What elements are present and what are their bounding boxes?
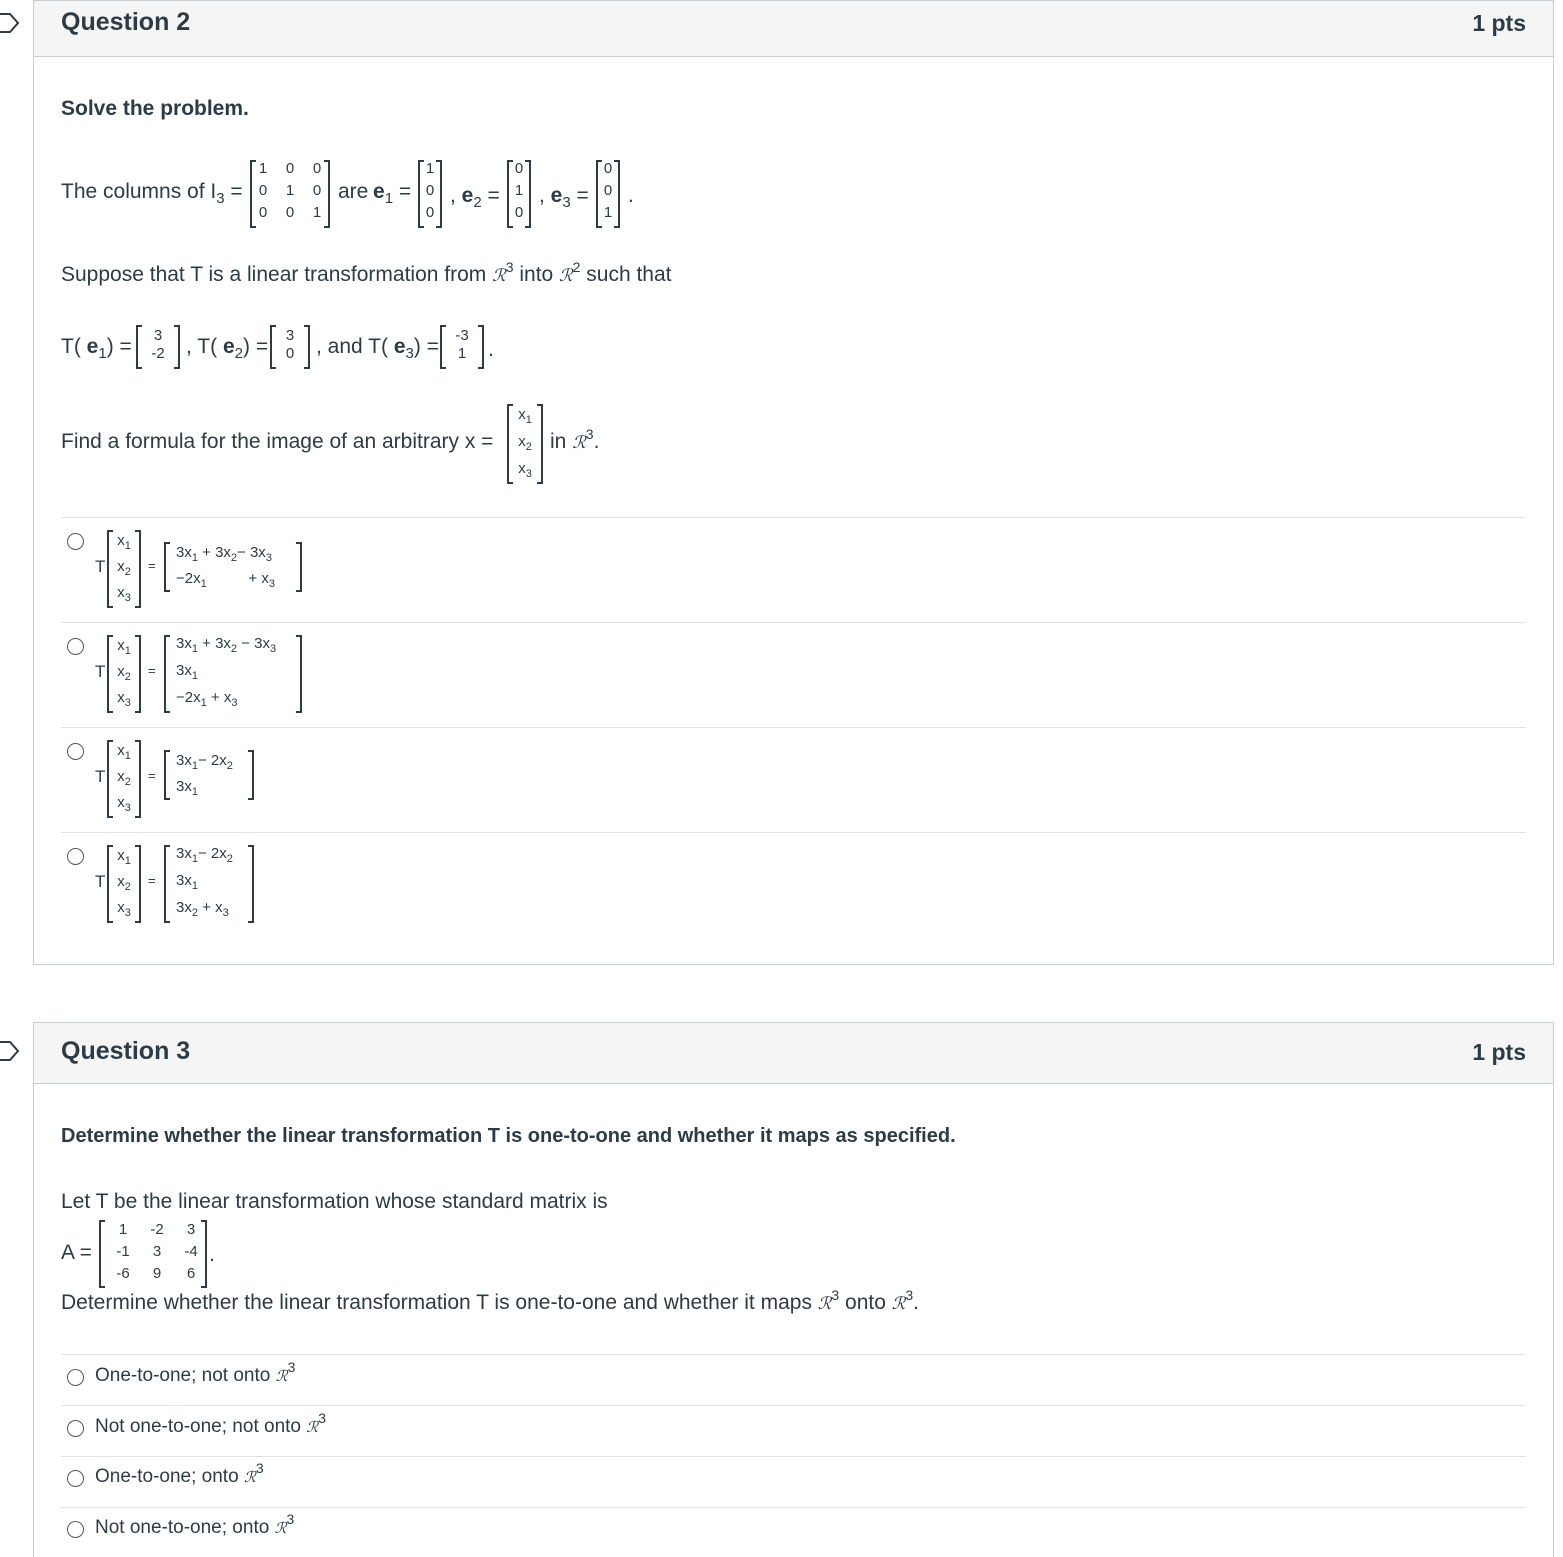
matrix-cell: 3 [153, 327, 163, 344]
T-symbol: T [95, 557, 106, 576]
matrix-cell: 0 [258, 204, 268, 221]
divider [61, 1507, 1526, 1508]
matrix-cell: 0 [425, 204, 435, 221]
x-vector [507, 404, 543, 484]
question-points: 1 pts [1472, 1039, 1526, 1065]
matrix-A [99, 1220, 207, 1288]
matrix-cell: 9 [152, 1265, 162, 1282]
matrix-cell: 1 [312, 204, 322, 221]
x-vector-entry: $x_2$ [117, 873, 131, 893]
Te1-label: T( $e_1$) = [61, 335, 132, 362]
result-row: $3x_1 + 3x_2- 3x_3$ [176, 544, 272, 564]
radio-button[interactable] [67, 1470, 84, 1487]
e3-vector [596, 160, 620, 228]
flag-question-2-icon[interactable] [0, 12, 20, 34]
A-label: A = [61, 1241, 92, 1264]
question-3-instruction: Determine whether the linear transformation T is one-to-one and whether it maps as specified. [61, 1125, 956, 1147]
question-3-header [34, 1023, 1553, 1084]
matrix-cell: -4 [184, 1243, 198, 1260]
radio-button[interactable] [67, 848, 84, 865]
matrix-cell: 0 [312, 160, 322, 177]
equals-sign: = [148, 558, 156, 573]
flag-question-3-icon[interactable] [0, 1040, 20, 1062]
matrix-cell: -6 [116, 1265, 130, 1282]
equals-sign: = [148, 873, 156, 888]
divider [61, 517, 1526, 518]
x-vector-entry: $x_2$ [117, 663, 131, 683]
matrix-cell: 0 [514, 160, 524, 177]
Te3-label: , and T( $e_3$) = [316, 335, 439, 362]
Te1-vector [136, 325, 180, 369]
e1-vector [418, 160, 442, 228]
matrix-cell: 0 [285, 160, 295, 177]
radio-button[interactable] [67, 1420, 84, 1437]
question-points: 1 pts [1472, 10, 1526, 36]
matrix-cell: -2 [150, 1221, 164, 1238]
divider [61, 1354, 1526, 1355]
x-vector [107, 530, 141, 608]
divider [61, 727, 1526, 728]
matrix-cell: 1 [425, 160, 435, 177]
divider [61, 622, 1526, 623]
x-vector-entry: $x_3$ [518, 460, 532, 480]
Te3-vector [440, 325, 484, 369]
question-2-instruction: Solve the problem. [61, 97, 249, 120]
radio-button[interactable] [67, 638, 84, 655]
question-title: Question 2 [61, 8, 191, 36]
matrix-cell: 3 [152, 1243, 162, 1260]
matrix-cell: 1 [258, 160, 268, 177]
in-R3-text: in ℛ$^3$. [550, 426, 600, 453]
matrix-cell: 1 [457, 345, 467, 362]
x-vector-entry: $x_3$ [117, 689, 131, 709]
matrix-cell: 0 [285, 345, 295, 362]
matrix-cell: 0 [603, 160, 613, 177]
sub-3: 3 [216, 190, 225, 207]
result-row: $3x_1$ [176, 872, 198, 892]
result-row: $3x_1$ [176, 778, 198, 798]
period: . [209, 1243, 215, 1266]
T-symbol: T [95, 767, 106, 786]
option-label: Not one-to-one; onto ℛ$^3$ [95, 1511, 295, 1538]
question-2-header [34, 1, 1553, 57]
divider [61, 1456, 1526, 1457]
x-vector-entry: $x_2$ [117, 558, 131, 578]
matrix-cell: 3 [285, 327, 295, 344]
divider [61, 832, 1526, 833]
matrix-cell: 0 [312, 182, 322, 199]
result-row: $3x_1- 2x_2$ [176, 752, 233, 772]
x-vector-entry: $x_1$ [117, 637, 131, 657]
question-2-card [33, 0, 1554, 965]
period: . [628, 184, 634, 207]
x-vector [107, 740, 141, 818]
e3-label: , $e_3$ = [539, 184, 589, 211]
x-vector-entry: $x_1$ [117, 532, 131, 552]
equals-sign: = [230, 180, 243, 203]
option-label: One-to-one; not onto ℛ$^3$ [95, 1359, 296, 1386]
divider [61, 1405, 1526, 1406]
matrix-cell: 0 [425, 182, 435, 199]
x-vector [107, 845, 141, 923]
result-row: $3x_1- 2x_2$ [176, 845, 233, 865]
result-row: $3x_1 + 3x_2 - 3x_3$ [176, 635, 277, 655]
x-vector [107, 635, 141, 713]
T-symbol: T [95, 662, 106, 681]
x-vector-entry: $x_1$ [518, 406, 532, 426]
Te2-vector [270, 325, 310, 369]
question-title: Question 3 [61, 1037, 191, 1065]
determine-onto-text: Determine whether the linear transformation T is one-to-one and whether it maps ℛ$^3$ onto ℛ$^3$. [61, 1287, 919, 1314]
x-vector-entry: $x_3$ [117, 584, 131, 604]
result-row: $3x_2 + x_3$ [176, 899, 229, 919]
matrix-cell: 0 [258, 182, 268, 199]
x-vector-entry: $x_2$ [117, 768, 131, 788]
radio-button[interactable] [67, 1369, 84, 1386]
matrix-cell: 6 [186, 1265, 196, 1282]
x-vector-entry: $x_2$ [518, 433, 532, 453]
period: . [488, 338, 494, 361]
identity-matrix [250, 160, 330, 228]
Te2-label: , T( $e_2$) = [186, 335, 269, 362]
text-columns-of: The columns of I [61, 180, 217, 203]
matrix-cell: 3 [186, 1221, 196, 1238]
e2-vector [507, 160, 531, 228]
result-vector [164, 542, 302, 592]
text-are: are [338, 180, 369, 203]
x-vector-entry: $x_1$ [117, 847, 131, 867]
result-vector [164, 750, 254, 800]
equals-sign: = [148, 768, 156, 783]
matrix-cell: 1 [285, 182, 295, 199]
result-row: $3x_1$ [176, 662, 198, 682]
matrix-cell: 0 [285, 204, 295, 221]
result-vector [164, 635, 302, 713]
matrix-cell: 1 [603, 204, 613, 221]
result-vector [164, 845, 254, 923]
e2-label: , $e_2$ = [450, 184, 500, 211]
equals-sign: = [148, 663, 156, 678]
find-formula-text: Find a formula for the image of an arbitrary x = [61, 430, 494, 453]
T-symbol: T [95, 872, 106, 891]
matrix-cell: -1 [116, 1243, 130, 1260]
identity-line-text [61, 180, 243, 207]
radio-button[interactable] [67, 1521, 84, 1538]
radio-button[interactable] [67, 533, 84, 550]
matrix-cell: 1 [514, 182, 524, 199]
result-row: $-2x_1$ + $x_3$ [176, 570, 275, 590]
standard-matrix-text: Let T be the linear transformation whose standard matrix is [61, 1190, 608, 1213]
transformation-statement: Suppose that T is a linear transformation from ℛ$^3$ into ℛ$^2$ such that [61, 259, 672, 286]
result-row: $-2x_1 + x_3$ [176, 689, 238, 709]
x-vector-entry: $x_3$ [117, 899, 131, 919]
matrix-cell: 0 [514, 204, 524, 221]
matrix-cell: 0 [603, 182, 613, 199]
matrix-cell: -2 [151, 345, 165, 362]
e1-label: $e_1$ = [373, 180, 412, 207]
x-vector-entry: $x_1$ [117, 742, 131, 762]
option-label: One-to-one; onto ℛ$^3$ [95, 1460, 264, 1487]
option-label: Not one-to-one; not onto ℛ$^3$ [95, 1410, 327, 1437]
matrix-cell: 1 [118, 1221, 128, 1238]
matrix-cell: -3 [455, 327, 469, 344]
x-vector-entry: $x_3$ [117, 794, 131, 814]
radio-button[interactable] [67, 743, 84, 760]
